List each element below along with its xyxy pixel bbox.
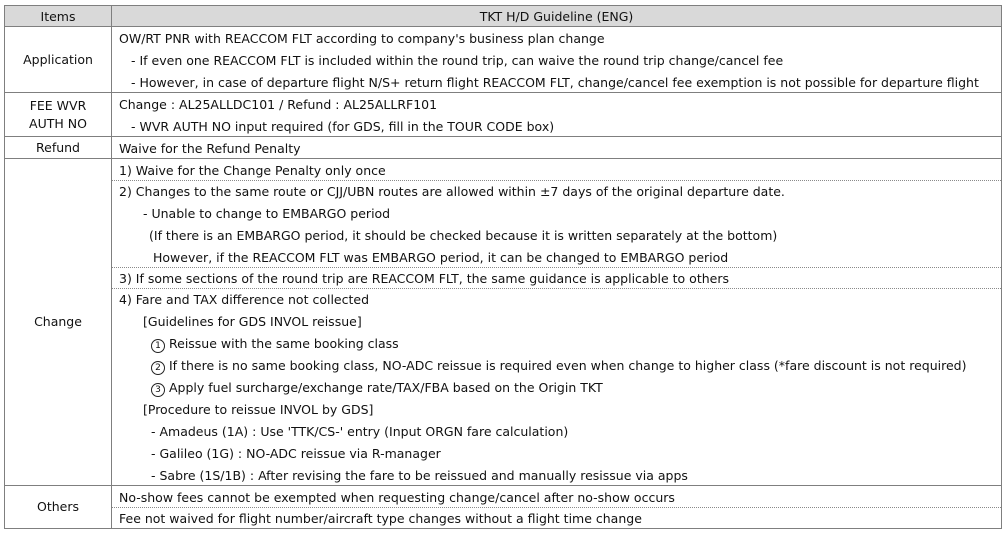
guideline-table-wrapper — [4, 5, 1002, 529]
fee-wvr-row — [5, 93, 1002, 137]
application-line: - If even one REACCOM FLT is included within the round trip, can waive the round trip change/cancel fee — [131, 53, 784, 68]
others-block-1 — [112, 486, 1001, 507]
change-block-2 — [112, 180, 1001, 267]
change-line: (If there is an EMBARGO period, it should be checked because it is written separately at the bottom) — [149, 228, 778, 243]
procedure-item: - Amadeus (1A) : Use 'TTK/CS-' entry (Input ORGN fare calculation) — [151, 424, 569, 439]
circled-number-icon: 3 — [151, 383, 165, 397]
procedure-header: [Procedure to reissue INVOL by GDS] — [143, 402, 374, 417]
gds-guideline-text: Apply fuel surcharge/exchange rate/TAX/FBA based on the Origin TKT — [169, 380, 603, 395]
others-label: Others — [5, 486, 112, 529]
fee-wvr-label-line-2: AUTH NO — [29, 115, 87, 131]
change-content — [112, 159, 1002, 486]
fee-wvr-line: - WVR AUTH NO input required (for GDS, fill in the TOUR CODE box) — [131, 119, 555, 134]
application-line: - However, in case of departure flight N/S+ return flight REACCOM FLT, change/cancel fee exemption is not possible for departure flight — [131, 75, 979, 90]
refund-row — [5, 137, 1002, 159]
fee-wvr-content — [112, 93, 1002, 137]
change-line: However, if the REACCOM FLT was EMBARGO period, it can be changed to EMBARGO period — [153, 250, 729, 265]
change-row — [5, 159, 1002, 486]
change-block-4 — [112, 288, 1001, 485]
guideline-column-header: TKT H/D Guideline (ENG) — [112, 6, 1002, 27]
change-block-1 — [112, 159, 1001, 180]
ticket-guideline-table — [4, 5, 1002, 529]
fee-wvr-label-line-1: FEE WVR — [29, 97, 87, 113]
others-block-2 — [112, 507, 1001, 528]
application-line: OW/RT PNR with REACCOM FLT according to company's business plan change — [119, 31, 605, 46]
change-block-3 — [112, 267, 1001, 288]
application-row — [5, 27, 1002, 93]
table-header-row — [5, 6, 1002, 27]
change-line: 1) Waive for the Change Penalty only once — [119, 163, 386, 178]
circled-number-icon: 1 — [151, 339, 165, 353]
items-column-header: Items — [5, 6, 112, 27]
refund-content — [112, 137, 1002, 159]
gds-guideline-header: [Guidelines for GDS INVOL reissue] — [143, 314, 362, 329]
procedure-item: - Sabre (1S/1B) : After revising the fare to be reissued and manually resissue via apps — [151, 468, 688, 483]
application-label: Application — [5, 27, 112, 93]
gds-guideline-item — [119, 377, 1001, 399]
change-line: 4) Fare and TAX difference not collected — [119, 292, 369, 307]
application-content — [112, 27, 1002, 93]
others-line: No-show fees cannot be exempted when requesting change/cancel after no-show occurs — [119, 490, 675, 505]
gds-guideline-item — [119, 355, 1001, 377]
circled-number-icon: 2 — [151, 361, 165, 375]
refund-line: Waive for the Refund Penalty — [119, 141, 301, 156]
gds-guideline-text: Reissue with the same booking class — [169, 336, 399, 351]
change-line: - Unable to change to EMBARGO period — [143, 206, 391, 221]
gds-guideline-text: If there is no same booking class, NO-ADC reissue is required even when change to higher class (*fare discount is not required) — [169, 358, 967, 373]
change-line: 3) If some sections of the round trip are REACCOM FLT, the same guidance is applicable to others — [119, 271, 729, 286]
others-content — [112, 486, 1002, 529]
refund-label: Refund — [5, 137, 112, 159]
fee-wvr-label — [5, 93, 112, 137]
procedure-item: - Galileo (1G) : NO-ADC reissue via R-manager — [151, 446, 441, 461]
change-line: 2) Changes to the same route or CJJ/UBN routes are allowed within ±7 days of the original departure date. — [119, 184, 785, 199]
others-line: Fee not waived for flight number/aircraft type changes without a flight time change — [119, 511, 642, 526]
fee-wvr-line: Change : AL25ALLDC101 / Refund : AL25ALLRF101 — [119, 97, 438, 112]
change-label: Change — [5, 159, 112, 486]
gds-guideline-item — [119, 333, 1001, 355]
others-row — [5, 486, 1002, 529]
